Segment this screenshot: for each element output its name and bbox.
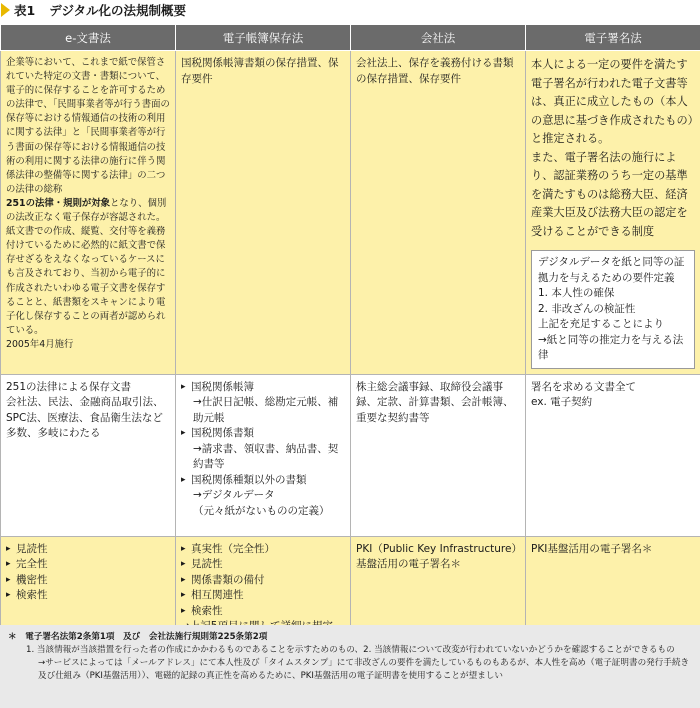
company-overview-text: 会社法上、保存を義務付ける書類の保存措置、保存要件 [356, 57, 514, 85]
list-item: ▸ 真実性（完全性） [181, 542, 345, 558]
table-title-text: デジタル化の法規制概要 [49, 3, 186, 18]
list-subitem: →仕訳日記帳、総勘定元帳、補助元帳 [193, 396, 339, 424]
signature-documents-line: 署名を求める文書全て [531, 380, 636, 393]
edoc-enforcement-date: 2005年4月施行 [6, 338, 74, 350]
signature-overview-text: 本人による一定の要件を満たす電子署名が行われた電子文書等は、真正に成立したもの（本人の意思に基づき作成されたもの）と推定される。 [531, 58, 694, 145]
box-line: 2. 非改ざんの検証性 [538, 302, 636, 315]
list-item: ▸ 関係書類の備付 [181, 573, 345, 589]
list-subitem: →請求書、領収書、納品書、契約書等 [193, 442, 339, 470]
book-overview-text: 国税関係帳簿書類の保存措置、保存要件 [181, 57, 339, 85]
list-item: ▸ 機密性 [6, 573, 170, 589]
footnote-heading: ＊ 電子署名法第2条第1項 及び 会社法施行規則第225条第2項 [8, 632, 268, 642]
box-line: →紙と同等の推定力を与える法律 [538, 333, 684, 361]
column-header-book: 電子帳簿保存法 [176, 25, 351, 51]
list-subitem: （元々紙がないものの定義） [193, 504, 330, 517]
list-item: ▸ 検索性 [6, 588, 170, 604]
edoc-target-count: 251の法律・規則が対象 [6, 197, 110, 209]
cell-edoc-documents [1, 374, 176, 536]
list-item: ▸ 国税関係種類以外の書類 [181, 473, 345, 489]
list-item: ▸ 見読性 [6, 542, 170, 558]
list-item: ▸ 見読性 [181, 557, 345, 573]
list-item: ▸ 完全性 [6, 557, 170, 573]
signature-overview-text-2: また、電子署名法の施行により、認証業務のうち一定の基準を満たすものは総務大臣、経済産業大臣及び法務大臣の認定を受けることができる制度 [531, 150, 688, 238]
signature-requirements-text: PKI基盤活用の電子署名＊ [531, 542, 653, 555]
column-header-company: 会社法 [351, 25, 526, 51]
list-item: ▸ 検索性 [181, 604, 345, 620]
edoc-documents-line: 会社法、民法、金融商品取引法、SPC法、医療法、食品衛生法など多数、多岐にわたる [6, 396, 164, 439]
box-line: 上記を充足することにより [538, 318, 664, 330]
table-row-documents [1, 374, 700, 536]
table-number: 表1 [14, 3, 36, 18]
signature-requirement-box [531, 250, 695, 369]
cell-signature-overview [526, 51, 700, 375]
cell-company-documents [351, 374, 526, 536]
triangle-marker-icon [1, 3, 10, 17]
law-comparison-table [0, 24, 700, 644]
column-header-edoc: e-文書法 [1, 25, 176, 51]
cell-edoc-overview [1, 51, 176, 375]
table-row-overview [1, 51, 700, 375]
cell-company-overview [351, 51, 526, 375]
list-item: ▸ 国税関係帳簿 [181, 380, 345, 396]
list-item: ▸ 国税関係書類 [181, 426, 345, 442]
footnote-line-1: 1. 当該情報が当該措置を行った者の作成にかかわるものであることを示すためのもの、2. 当該情報について改変が行われていないかどうかを確認することができるもの [26, 645, 675, 655]
signature-documents-line: ex. 電子契約 [531, 396, 593, 408]
company-requirements-line: PKI（Public Key Infrastructure） [356, 542, 522, 555]
cell-signature-documents [526, 374, 700, 536]
table-title [0, 0, 186, 20]
column-header-signature: 電子署名法 [526, 25, 700, 51]
edoc-overview-text: 企業等において、これまで紙で保管されていた特定の文書・書類について、電子的に保存することを許可するための法律で、「民間事業者等が行う書面の保存等における情報通信の技術の利用に関する法律」と「民間事業者等が行う書面の保存等における情報通信の技術の利用に関する法律の施行に伴う関係法律の整備等に関する法律」の二つの法律の総称 [6, 57, 170, 195]
list-item: ▸ 相互関連性 [181, 588, 345, 604]
cell-book-overview [176, 51, 351, 375]
company-documents-text: 株主総会議事録、取締役会議事録、定款、計算書類、会計帳簿、重要な契約書等 [356, 380, 514, 424]
footnote-line-2: →サービスによっては「メールアドレス」にて本人性及び「タイムスタンプ」にて非改ざんの要件を満たしているものもあるが、本人性を高め（電子証明書の発行手続き及び仕組み（PKI基盤活用））、電磁的記録の真正性を高めるために、PKI基盤活用の電子証明書を使用することが望ましい [38, 658, 690, 681]
company-requirements-line: 基盤活用の電子署名＊ [356, 558, 461, 570]
box-line: 1. 本人性の確保 [538, 287, 615, 299]
list-subitem: →デジタルデータ [193, 489, 275, 501]
box-line: デジタルデータを紙と同等の証拠力を与えるための要件定義 [538, 256, 685, 284]
cell-book-documents [176, 374, 351, 536]
footnote [0, 625, 700, 708]
edoc-documents-line: 251の法律による保存文書 [6, 380, 132, 393]
edoc-overview-text-2: となり、個別の法改正なく電子保存が容認された。紙文書での作成、縦覧、交付等を義務付けているために必然的に紙文書で保存せざるをえなくなっているケースにも言及されており、当初から電子的に作成されたいわゆる電子文書を保存することと、紙書類をスキャンにより電子化し保存することの両者が認められている。 [6, 197, 167, 336]
